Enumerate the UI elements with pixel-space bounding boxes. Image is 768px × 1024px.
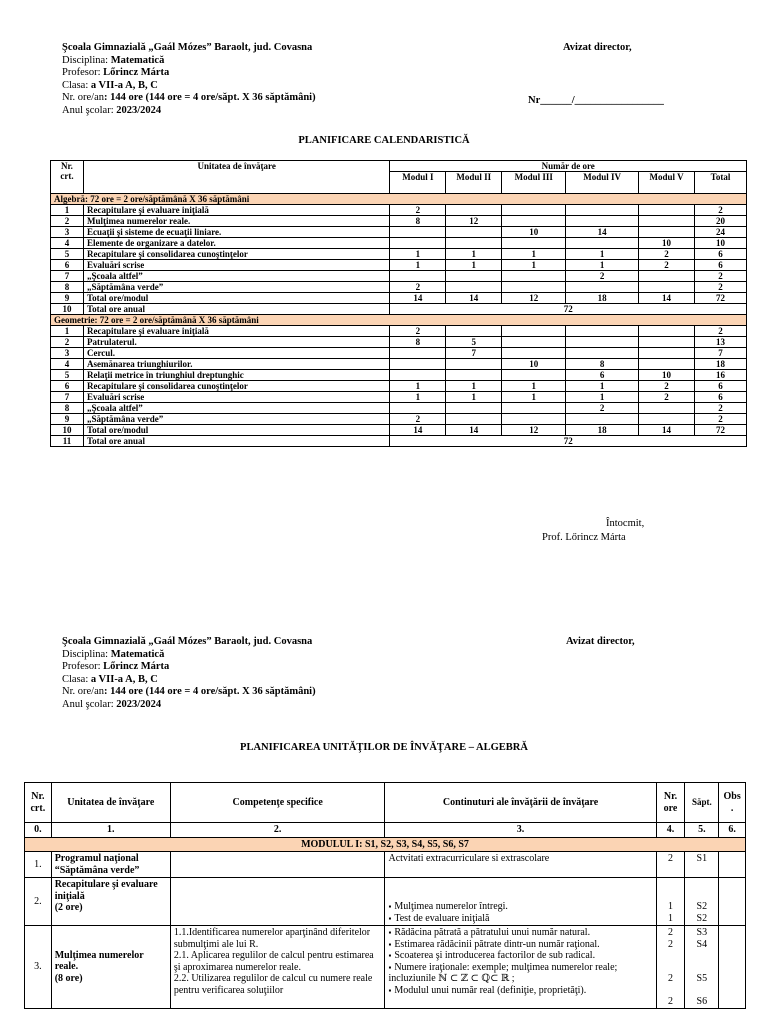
col-nr-header: Nr. crt. (51, 161, 84, 194)
hours-cell: 8 (566, 359, 639, 370)
row-unit: „Săptămâna verde” (83, 282, 389, 293)
row-week: S1 (685, 852, 719, 878)
hours-cell (639, 403, 695, 414)
row-unit: „Săptămâna verde” (83, 414, 389, 425)
hours-cell: 2 (639, 249, 695, 260)
row-unit: Total ore anual (83, 436, 389, 447)
approved-director-label: Avizat director, (563, 42, 632, 53)
col-number: 0. (25, 823, 52, 838)
annual-total: 72 (390, 436, 747, 447)
row-number: 1 (51, 326, 84, 337)
class-line: Clasa: a VII-a A, B, C (62, 673, 158, 685)
hours-cell: 12 (502, 425, 566, 436)
hours-cell: 1 (502, 392, 566, 403)
hours-cell: 6 (695, 392, 747, 403)
units-title: PLANIFICAREA UNITĂŢILOR DE ÎNVĂŢARE – ALGEBRĂ (240, 742, 528, 753)
row-obs (719, 852, 746, 878)
list-item: ▪ Numere iraţionale: exemple; mulţimea numerelor reale; incluziunile ℕ ⊂ ℤ ⊂ ℚ⊂ ℝ ; (388, 962, 652, 985)
hours-cell: 1 (446, 392, 502, 403)
hours-cell: 2 (390, 326, 446, 337)
header-block-2 (62, 636, 316, 712)
hours-cell (446, 227, 502, 238)
hours-cell: 20 (695, 216, 747, 227)
row-number: 6 (51, 381, 84, 392)
row-unit: Mulţimea numerelor reale. (83, 216, 389, 227)
row-unit: Recapitulare şi evaluare iniţială (83, 205, 389, 216)
row-number: 8 (51, 403, 84, 414)
hours-cell: 12 (502, 293, 566, 304)
hours-cell (502, 238, 566, 249)
hours-cell (639, 348, 695, 359)
col-number: 5. (685, 823, 719, 838)
hours-cell: 10 (695, 238, 747, 249)
row-unit: Mulţimea numerelor reale. (8 ore) (51, 926, 170, 1009)
calendar-title: PLANIFICARE CALENDARISTICĂ (298, 135, 470, 146)
row-content (385, 926, 656, 1009)
row-number: 3 (51, 227, 84, 238)
table-row (51, 238, 747, 249)
table-row (51, 370, 747, 381)
col-obs-header: Obs . (719, 783, 746, 823)
list-item: ▪ Test de evaluare iniţială (388, 913, 652, 925)
hours-cell: 2 (695, 205, 747, 216)
year-value: 2023/2024 (116, 104, 162, 116)
hours-cell (639, 359, 695, 370)
col-number: 3. (385, 823, 656, 838)
col-number: 1. (51, 823, 170, 838)
discipline-line: Disciplina: Matematică (62, 54, 165, 66)
row-obs (719, 926, 746, 1009)
hours-cell: 6 (695, 249, 747, 260)
col-unit-header: Unitatea de învăţare (51, 783, 170, 823)
hours-cell (502, 414, 566, 425)
hours-cell: 8 (390, 337, 446, 348)
hours-cell (390, 403, 446, 414)
hours-cell: 10 (639, 370, 695, 381)
row-unit: Cercul. (83, 348, 389, 359)
list-item: ▪ Rădăcina pătrată a pătratului unui număr natural. (388, 927, 652, 939)
row-unit: Total ore/modul (83, 425, 389, 436)
school-name: Şcoala Gimnazială „Gaál Mózes” Baraolt, jud. Covasna (62, 636, 313, 647)
table-row (51, 260, 747, 271)
row-number: 11 (51, 436, 84, 447)
header-block-1 (62, 42, 316, 118)
hours-cell: 14 (446, 293, 502, 304)
hours-cell: 12 (446, 216, 502, 227)
row-unit: „Şcoala altfel” (83, 403, 389, 414)
hours-cell (566, 216, 639, 227)
row-number: 8 (51, 282, 84, 293)
col-number: 2. (170, 823, 385, 838)
hours-cell (566, 414, 639, 425)
class-value: a VII-a A, B, C (90, 79, 158, 91)
module-header: Modul I (390, 172, 446, 194)
col-number: 4. (656, 823, 685, 838)
hours-cell: 1 (390, 381, 446, 392)
hours-cell (639, 414, 695, 425)
module-header: Modul IV (566, 172, 639, 194)
hours-cell (446, 238, 502, 249)
table-row (51, 205, 747, 216)
row-number: 10 (51, 425, 84, 436)
row-obs (719, 878, 746, 926)
teacher-value: Lőrincz Márta (103, 661, 170, 673)
module-header: Modul II (446, 172, 502, 194)
hours-cell (446, 403, 502, 414)
row-unit: Elemente de organizare a datelor. (83, 238, 389, 249)
hours-cell: 2 (566, 403, 639, 414)
row-number: 1 (51, 205, 84, 216)
row-number: 3 (51, 348, 84, 359)
col-week-header: Săpt. (685, 783, 719, 823)
row-hours: 2 (656, 852, 685, 878)
col-number: 6. (719, 823, 746, 838)
hours-cell: 6 (566, 370, 639, 381)
hours-cell (566, 282, 639, 293)
hours-cell (390, 359, 446, 370)
algebra-rows (51, 205, 747, 304)
table-row (51, 359, 747, 370)
hours-cell (639, 227, 695, 238)
row-number: 4 (51, 238, 84, 249)
table-row (25, 926, 746, 1009)
hours-cell: 14 (446, 425, 502, 436)
hours-cell: 1 (390, 249, 446, 260)
hours-cell: 2 (695, 282, 747, 293)
hours-cell (446, 359, 502, 370)
hours-cell (566, 238, 639, 249)
hours-cell: 14 (639, 425, 695, 436)
row-unit: Patrulaterul. (83, 337, 389, 348)
hours-cell: 16 (695, 370, 747, 381)
year-value: 2023/2024 (116, 698, 162, 710)
hours-cell: 6 (695, 381, 747, 392)
row-competences (170, 852, 385, 878)
hours-cell: 7 (446, 348, 502, 359)
algebra-section-header: Algebră: 72 ore = 2 ore/săptămână X 36 săptămâni (51, 194, 747, 205)
table-row (51, 414, 747, 425)
hours-cell: 10 (502, 227, 566, 238)
discipline-line: Disciplina: Matematică (62, 648, 165, 660)
col-unit-header: Unitatea de învăţare (83, 161, 389, 194)
module-1-header: MODULUL I: S1, S2, S3, S4, S5, S6, S7 (25, 837, 746, 852)
hours-cell (390, 227, 446, 238)
geometry-section-header: Geometrie: 72 ore = 2 ore/săptămână X 36 săptămâni (51, 315, 747, 326)
row-number: 9 (51, 293, 84, 304)
hours-line: Nr. ore/an: 144 ore (144 ore = 4 ore/săpt. X 36 săptămâni) (62, 92, 316, 104)
hours-cell (502, 337, 566, 348)
row-competences: 1.1.Identificarea numerelor aparţinând diferitelor submulţimi ale lui R. 2.1. Aplicarea regulilor de calcul pentru estimarea şi aproximarea numerelor reale. 2.2. Utilizarea regulilor de calcul cu numere reale pentru verificarea soluţiilor (170, 926, 385, 1009)
class-value: a VII-a A, B, C (90, 673, 158, 685)
hours-cell: 1 (390, 392, 446, 403)
row-unit: Total ore anual (83, 304, 389, 315)
hours-cell (639, 271, 695, 282)
hours-cell (446, 271, 502, 282)
hours-cell (390, 348, 446, 359)
discipline-value: Matematică (110, 648, 165, 660)
hours-cell: 1 (446, 381, 502, 392)
row-hours: 2 2 2 2 (656, 926, 685, 1009)
table-row (51, 337, 747, 348)
hours-value: : 144 ore (144 ore = 4 ore/săpt. X 36 săptămâni) (104, 92, 316, 104)
hours-cell: 2 (566, 271, 639, 282)
class-line: Clasa: a VII-a A, B, C (62, 79, 158, 91)
row-content (385, 878, 656, 926)
row-week: S3 S4 S5 S6 (685, 926, 719, 1009)
units-table (24, 782, 746, 1009)
year-line: Anul şcolar: 2023/2024 (62, 698, 162, 710)
hours-cell (502, 403, 566, 414)
table-row (51, 326, 747, 337)
table-row (51, 392, 747, 403)
discipline-value: Matematică (110, 54, 165, 66)
hours-cell (502, 216, 566, 227)
hours-cell (502, 370, 566, 381)
list-item: ▪ Scoaterea şi introducerea factorilor de sub radical. (388, 950, 652, 962)
row-unit: Programul naţional “Săptămâna verde” (51, 852, 170, 878)
table-row (51, 403, 747, 414)
annual-total: 72 (390, 304, 747, 315)
year-line: Anul şcolar: 2023/2024 (62, 104, 162, 116)
hours-cell: 2 (695, 414, 747, 425)
hours-cell (639, 282, 695, 293)
col-hours-header: Număr de ore (390, 161, 747, 172)
row-number: 1. (25, 852, 52, 878)
module-header: Modul III (502, 172, 566, 194)
hours-cell: 14 (390, 425, 446, 436)
row-number: 5 (51, 370, 84, 381)
table-row (25, 852, 746, 878)
row-unit: Evaluări scrise (83, 260, 389, 271)
hours-cell (446, 282, 502, 293)
module-header: Total (695, 172, 747, 194)
hours-cell (502, 326, 566, 337)
hours-cell (502, 348, 566, 359)
hours-cell: 24 (695, 227, 747, 238)
row-number: 2 (51, 216, 84, 227)
table-row (25, 878, 746, 926)
hours-cell: 2 (639, 260, 695, 271)
row-number: 2. (25, 878, 52, 926)
hours-cell (566, 348, 639, 359)
col-content-header: Continuturi ale învăţării de învăţare (385, 783, 656, 823)
hours-cell (639, 216, 695, 227)
hours-cell (566, 337, 639, 348)
hours-cell (390, 238, 446, 249)
row-unit: Recapitulare şi consolidarea cunoştinţelor (83, 381, 389, 392)
row-unit: Recapitulare şi evaluare iniţială (83, 326, 389, 337)
hours-cell: 10 (639, 238, 695, 249)
hours-cell: 2 (639, 392, 695, 403)
teacher-line: Profesor: Lőrincz Márta (62, 661, 170, 673)
hours-cell (502, 205, 566, 216)
hours-cell: 14 (639, 293, 695, 304)
table-row (51, 425, 747, 436)
registration-number-line: Nr______/_________________ (528, 95, 664, 106)
row-content: Actvitati extracurriculare si extrascolare (385, 852, 656, 878)
table-row (51, 249, 747, 260)
prepared-by-label: Întocmit, (606, 518, 645, 529)
row-number: 2 (51, 337, 84, 348)
hours-cell (639, 337, 695, 348)
hours-cell (639, 205, 695, 216)
table-row (51, 216, 747, 227)
row-number: 5 (51, 249, 84, 260)
hours-line: Nr. ore/an: 144 ore (144 ore = 4 ore/săpt. X 36 săptămâni) (62, 686, 316, 698)
teacher-line: Profesor: Lőrincz Márta (62, 67, 170, 79)
col-hours-header: Nr. ore (656, 783, 685, 823)
hours-cell: 2 (695, 326, 747, 337)
row-number: 9 (51, 414, 84, 425)
row-unit: Asemănarea triunghiurilor. (83, 359, 389, 370)
row-unit: Ecuaţii şi sisteme de ecuaţii liniare. (83, 227, 389, 238)
hours-cell: 1 (446, 260, 502, 271)
hours-cell: 2 (390, 414, 446, 425)
hours-value: : 144 ore (144 ore = 4 ore/săpt. X 36 săptămâni) (104, 686, 316, 698)
hours-cell: 1 (502, 381, 566, 392)
hours-cell: 14 (390, 293, 446, 304)
row-number: 7 (51, 271, 84, 282)
list-item: ▪ Modulul unui număr real (definiţie, proprietăţi). (388, 985, 652, 997)
table-row (51, 293, 747, 304)
row-hours: 1 1 (656, 878, 685, 926)
row-number: 3. (25, 926, 52, 1009)
row-unit: Recapitulare şi consolidarea cunoştinţelor (83, 249, 389, 260)
hours-cell: 5 (446, 337, 502, 348)
table-row (51, 282, 747, 293)
hours-cell: 1 (502, 249, 566, 260)
table-row (51, 381, 747, 392)
calendar-table (50, 160, 747, 447)
hours-cell (446, 414, 502, 425)
hours-cell (446, 205, 502, 216)
col-competences-header: Competenţe specifice (170, 783, 385, 823)
hours-cell (502, 271, 566, 282)
hours-cell: 72 (695, 293, 747, 304)
col-nr-header: Nr. crt. (25, 783, 52, 823)
hours-cell (390, 271, 446, 282)
row-number: 7 (51, 392, 84, 403)
table-row (51, 227, 747, 238)
approved-director-label: Avizat director, (566, 636, 635, 647)
hours-cell (390, 370, 446, 381)
row-competences (170, 878, 385, 926)
hours-cell (446, 370, 502, 381)
hours-cell: 72 (695, 425, 747, 436)
hours-cell: 1 (566, 260, 639, 271)
hours-cell (566, 326, 639, 337)
prepared-by-name: Prof. Lőrincz Márta (542, 532, 626, 543)
row-unit: Recapitulare şi evaluare iniţială (2 ore) (51, 878, 170, 926)
row-unit: Relaţii metrice în triunghiul dreptunghic (83, 370, 389, 381)
geometry-rows (51, 326, 747, 436)
list-item: ▪ Estimarea rădăcinii pătrate dintr-un număr raţional. (388, 939, 652, 951)
hours-cell (446, 326, 502, 337)
teacher-value: Lőrincz Márta (103, 67, 170, 79)
row-unit: „Şcoala altfel” (83, 271, 389, 282)
hours-cell (502, 282, 566, 293)
module-header: Modul V (639, 172, 695, 194)
hours-cell: 10 (502, 359, 566, 370)
hours-cell: 2 (695, 403, 747, 414)
row-number: 6 (51, 260, 84, 271)
hours-cell (566, 205, 639, 216)
hours-cell: 2 (639, 381, 695, 392)
hours-cell: 1 (566, 249, 639, 260)
hours-cell: 2 (695, 271, 747, 282)
hours-cell: 7 (695, 348, 747, 359)
hours-cell: 13 (695, 337, 747, 348)
hours-cell: 8 (390, 216, 446, 227)
hours-cell: 1 (502, 260, 566, 271)
row-unit: Total ore/modul (83, 293, 389, 304)
hours-cell: 2 (390, 205, 446, 216)
hours-cell: 1 (566, 381, 639, 392)
table-row (51, 348, 747, 359)
hours-cell: 18 (566, 293, 639, 304)
hours-cell: 1 (390, 260, 446, 271)
hours-cell (639, 326, 695, 337)
row-unit: Evaluări scrise (83, 392, 389, 403)
hours-cell: 18 (566, 425, 639, 436)
hours-cell: 2 (390, 282, 446, 293)
table-row (51, 271, 747, 282)
hours-cell: 1 (446, 249, 502, 260)
school-name: Şcoala Gimnazială „Gaál Mózes” Baraolt, jud. Covasna (62, 42, 313, 53)
hours-cell: 18 (695, 359, 747, 370)
hours-cell: 1 (566, 392, 639, 403)
row-number: 10 (51, 304, 84, 315)
hours-cell: 14 (566, 227, 639, 238)
row-number: 4 (51, 359, 84, 370)
row-week: S2 S2 (685, 878, 719, 926)
list-item: ▪ Mulţimea numerelor întregi. (388, 901, 652, 913)
hours-cell: 6 (695, 260, 747, 271)
